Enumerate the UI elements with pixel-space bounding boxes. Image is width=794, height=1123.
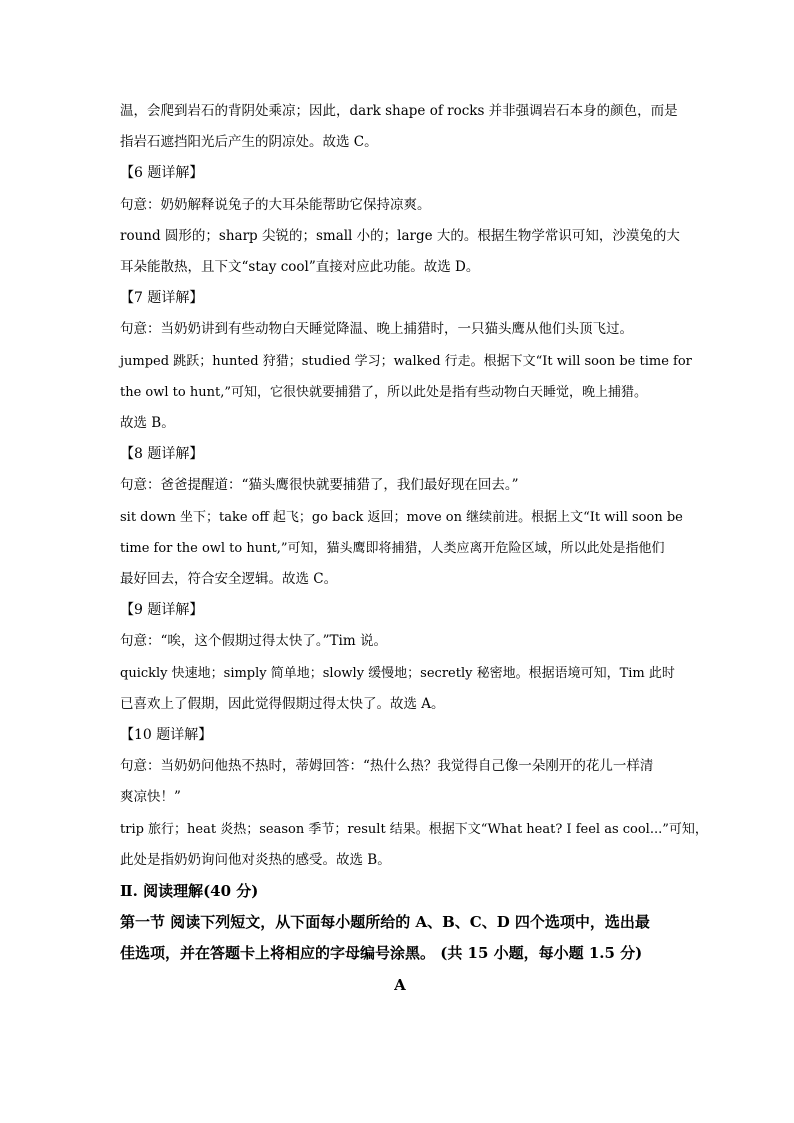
section-heading: 【10 题详解】	[120, 727, 213, 744]
document-page	[120, 96, 708, 1001]
text-line: trip 旅行；heat 炎热；season 季节；result 结果。根据下文“What heat? I feel as cool...”可知，	[120, 821, 708, 837]
instruction-line: 佳选项，并在答题卡上将相应的字母编号涂黑。 (共 15 小题，每小题 1.5 分)	[120, 944, 643, 963]
instruction-line: 第一节 阅读下列短文，从下面每小题所给的 A、B、C、D 四个选项中，选出最	[120, 913, 650, 932]
section-heading: 【8 题详解】	[120, 446, 204, 463]
text-line: quickly 快速地；simply 简单地；slowly 缓慢地；secretly 秘密地。根据语境可知，Tim 此时	[120, 665, 675, 681]
text-line: 指岩石遮挡阳光后产生的阴凉处。故选 C。	[120, 134, 378, 151]
text-line: the owl to hunt,”可知，它很快就要捕猎了，所以此处是指有些动物白天睡觉，晚上捕猎。	[120, 384, 647, 400]
text-line: 句意：爸爸提醒道：“猫头鹰很快就要捕猎了，我们最好现在回去。”	[120, 477, 519, 494]
text-line: 句意：“唉，这个假期过得太快了。”Tim 说。	[120, 633, 387, 650]
text-line: 已喜欢上了假期，因此觉得假期过得太快了。故选 A。	[120, 695, 445, 712]
text-line: time for the owl to hunt,”可知，猫头鹰即将捕猎，人类应离开危险区域，所以此处是指他们	[120, 540, 665, 556]
part-title: Ⅱ. 阅读理解(40 分)	[120, 882, 259, 901]
text-line: 爽凉快！”	[120, 789, 181, 806]
section-heading: 【6 题详解】	[120, 165, 204, 182]
text-line: sit down 坐下；take off 起飞；go back 返回；move on 继续前进。根据上文“It will soon be	[120, 509, 683, 525]
text-line: 耳朵能散热，且下文“stay cool”直接对应此功能。故选 D。	[120, 259, 480, 276]
text-line: 最好回去，符合安全逻辑。故选 C。	[120, 571, 338, 588]
text-line: 此处是指奶奶询问他对炎热的感受。故选 B。	[120, 851, 391, 868]
text-line: 故选 B。	[120, 415, 175, 432]
passage-label: A	[394, 975, 406, 994]
text-line: round 圆形的；sharp 尖锐的；small 小的；large 大的。根据生物学常识可知，沙漠兔的大	[120, 227, 680, 244]
section-heading: 【9 题详解】	[120, 602, 204, 619]
text-line: jumped 跳跃；hunted 狩猎；studied 学习；walked 行走。根据下文“It will soon be time for	[120, 353, 692, 369]
section-heading: 【7 题详解】	[120, 290, 204, 307]
text-line: 温，会爬到岩石的背阴处乘凉；因此，dark shape of rocks 并非强调岩石本身的颜色，而是	[120, 103, 678, 119]
text-line: 句意：当奶奶讲到有些动物白天睡觉降温、晚上捕猎时，一只猫头鹰从他们头顶飞过。	[120, 321, 633, 338]
text-line: 句意：当奶奶问他热不热时，蒂姆回答：“热什么热？我觉得自己像一朵刚开的花儿一样清	[120, 758, 654, 775]
text-line: 句意：奶奶解释说兔子的大耳朵能帮助它保持凉爽。	[120, 196, 431, 213]
